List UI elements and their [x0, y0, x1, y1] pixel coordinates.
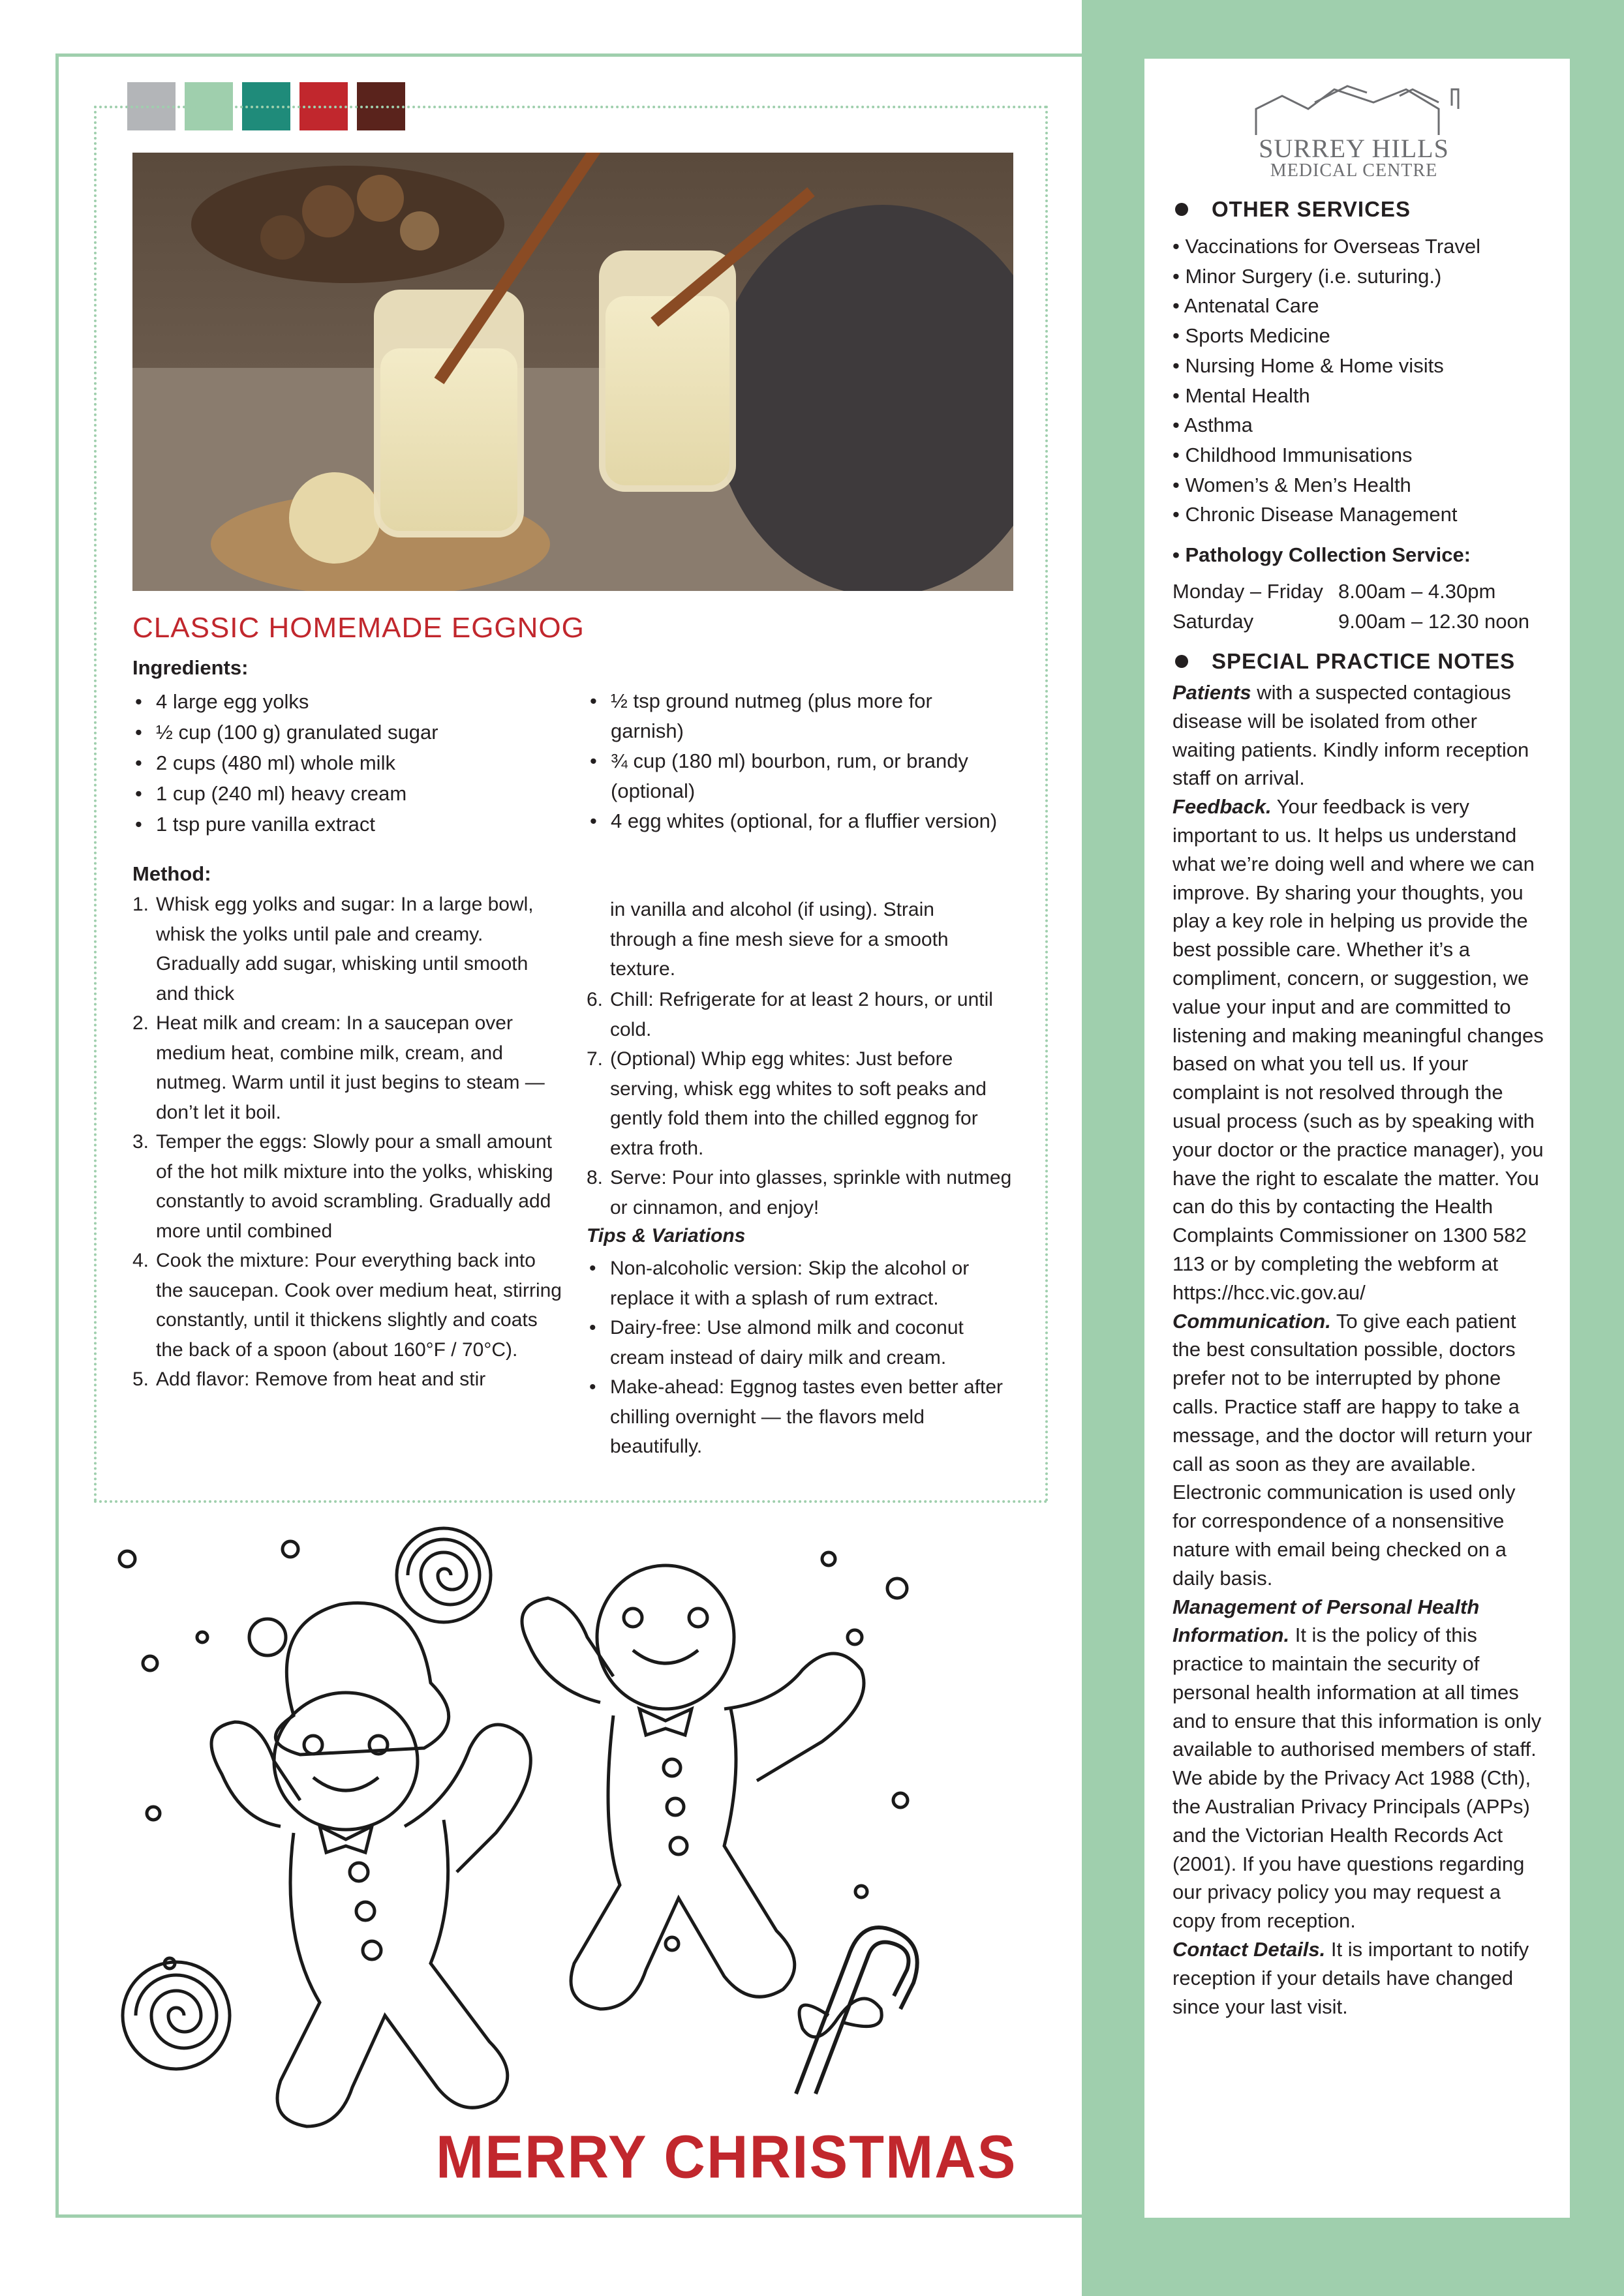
method-step: 2. Heat milk and cream: In a saucepan over medium heat, combine milk, cream, and nutmeg. Warm until it just begins to steam — don’t let it boil. — [132, 1012, 545, 1123]
list-item: • Non-alcoholic version: Skip the alcohol or replace it with a splash of rum extract. — [587, 1254, 1011, 1313]
method-step: 7. (Optional) Whip egg whites: Just before serving, whisk egg whites to soft peaks and gently fold them into the chilled eggnog for extra froth. — [587, 1048, 987, 1159]
tips-list — [587, 1254, 1011, 1462]
logo-roofline-icon — [1256, 89, 1439, 135]
list-item: • Minor Surgery (i.e. suturing.) — [1172, 262, 1544, 292]
note-patients: Patients with a suspected contagious disease will be isolated from other waiting patients. Kindly inform reception staff on arrival. — [1172, 681, 1529, 790]
list-item: • Women’s & Men’s Health — [1172, 470, 1544, 500]
note-contact: Contact Details. It is important to notify reception if your details have changed since your last visit. — [1172, 1938, 1529, 2018]
practice-notes — [1172, 678, 1544, 2021]
method-step: 3. Temper the eggs: Slowly pour a small amount of the hot milk mixture into the yolks, whisking constantly to avoid scrambling. Gradually add more until combined — [132, 1131, 553, 1242]
list-item: • Sports Medicine — [1172, 321, 1544, 351]
eggnog-photo — [132, 153, 1013, 591]
method-steps-1 — [132, 890, 563, 1395]
step-5-continued: in vanilla and alcohol (if using). Strain through a fine mesh sieve for a smooth texture. — [610, 899, 949, 980]
list-item: • Chronic Disease Management — [1172, 500, 1544, 530]
list-item: • ½ tsp ground nutmeg (plus more for garnish) — [587, 686, 976, 746]
logo-line-2: MEDICAL CENTRE — [1270, 160, 1438, 181]
gingerbread-coloring-illustration — [98, 1520, 998, 2198]
list-item: • ½ cup (100 g) granulated sugar — [132, 717, 550, 748]
list-item: • 4 egg whites (optional, for a fluffier version) — [587, 806, 1024, 836]
hours-row: Monday – Friday 8.00am – 4.30pm — [1172, 580, 1496, 603]
list-item: • Dairy-free: Use almond milk and coconut cream instead of dairy milk and cream. — [587, 1313, 1011, 1372]
list-item: • Antenatal Care — [1172, 291, 1544, 321]
method-step: 6. Chill: Refrigerate for at least 2 hours, or until cold. — [587, 989, 993, 1040]
list-item: • Childhood Immunisations — [1172, 440, 1544, 470]
hours-row: Saturday 9.00am – 12.30 noon — [1172, 609, 1530, 633]
bullet-icon — [1175, 655, 1188, 668]
tips-label: Tips & Variations — [587, 1225, 746, 1246]
ingredients-list-2 — [587, 686, 1024, 836]
list-item: • Asthma — [1172, 410, 1544, 440]
method-steps-2 — [587, 985, 1024, 1222]
recipe-title: CLASSIC HOMEMADE EGGNOG — [132, 612, 585, 644]
list-item: • 1 cup (240 ml) heavy cream — [132, 778, 550, 809]
practice-notes-title: SPECIAL PRACTICE NOTES — [1172, 649, 1515, 674]
list-item: • 2 cups (480 ml) whole milk — [132, 748, 550, 778]
method-label: Method: — [132, 862, 211, 885]
list-item: • Make-ahead: Eggnog tastes even better after chilling overnight — the flavors meld beautifully. — [587, 1372, 1011, 1462]
merry-christmas-greeting: MERRY CHRISTMAS — [436, 2122, 1017, 2191]
note-feedback: Feedback. Your feedback is very important to us. It helps us understand what we’re doing well and where we can improve. By sharing your thoughts, you play a key role in helping us provide the best possible care. Whether it’s a compliment, concern, or suggestion, we value your input and are committed to listening and making meaningful changes based on what you tell us. If your complaint is not resolved through the usual process (such as by speaking with your doctor or the practice manager), you have the right to escalate the matter. You can do this by contacting the Health Complaints Commissioner on 1300 582 113 or by completing the webform at https://hcc.vic.gov.au/ — [1172, 795, 1544, 1304]
method-step: 5. Add flavor: Remove from heat and stir — [132, 1368, 486, 1390]
pathology-hours — [1172, 577, 1544, 636]
note-communication: Communication. To give each patient the best consultation possible, doctors prefer not to be interrupted by phone calls. Practice staff are happy to take a message, and the doctor will return your call as soon as they are available. Electronic communication is used only for correspondence of a nonsensitive nature with email being checked on a daily basis. — [1172, 1309, 1533, 1590]
list-item: • Nursing Home & Home visits — [1172, 351, 1544, 381]
bullet-icon — [1175, 203, 1188, 216]
pathology-label: • Pathology Collection Service: — [1172, 543, 1471, 566]
list-item: • 4 large egg yolks — [132, 686, 550, 717]
list-item: • 1 tsp pure vanilla extract — [132, 809, 550, 839]
ingredients-label: Ingredients: — [132, 656, 249, 679]
list-item: • Mental Health — [1172, 381, 1544, 411]
list-item: • Vaccinations for Overseas Travel — [1172, 232, 1544, 262]
method-step: 4. Cook the mixture: Pour everything back into the saucepan. Cook over medium heat, stirring constantly, until it thickens slightly and coats the back of a spoon (about 160°F / 70°C). — [132, 1250, 562, 1361]
ingredients-list-1 — [132, 686, 550, 839]
clinic-logo — [1236, 80, 1471, 187]
logo-line-1: SURREY HILLS — [1259, 134, 1449, 163]
services-list — [1172, 232, 1544, 530]
method-step: 1. Whisk egg yolks and sugar: In a large bowl, whisk the yolks until pale and creamy. Gradually add sugar, whisking until smooth and thick — [132, 894, 534, 1004]
method-step: 8. Serve: Pour into glasses, sprinkle with nutmeg or cinnamon, and enjoy! — [587, 1167, 1012, 1218]
other-services-title: OTHER SERVICES — [1172, 197, 1411, 222]
note-privacy: Management of Personal Health Information. It is the policy of this practice to maintain the security of personal health information at all times and to ensure that this information is only available to authorised members of staff. We abide by the Privacy Act 1988 (Cth), the Australian Privacy Principals (APPs) and the Victorian Health Records Act (2001). If you have questions regarding our privacy policy you may request a copy from reception. — [1172, 1595, 1542, 1933]
list-item: • ¾ cup (180 ml) bourbon, rum, or brandy (optional) — [587, 746, 976, 806]
